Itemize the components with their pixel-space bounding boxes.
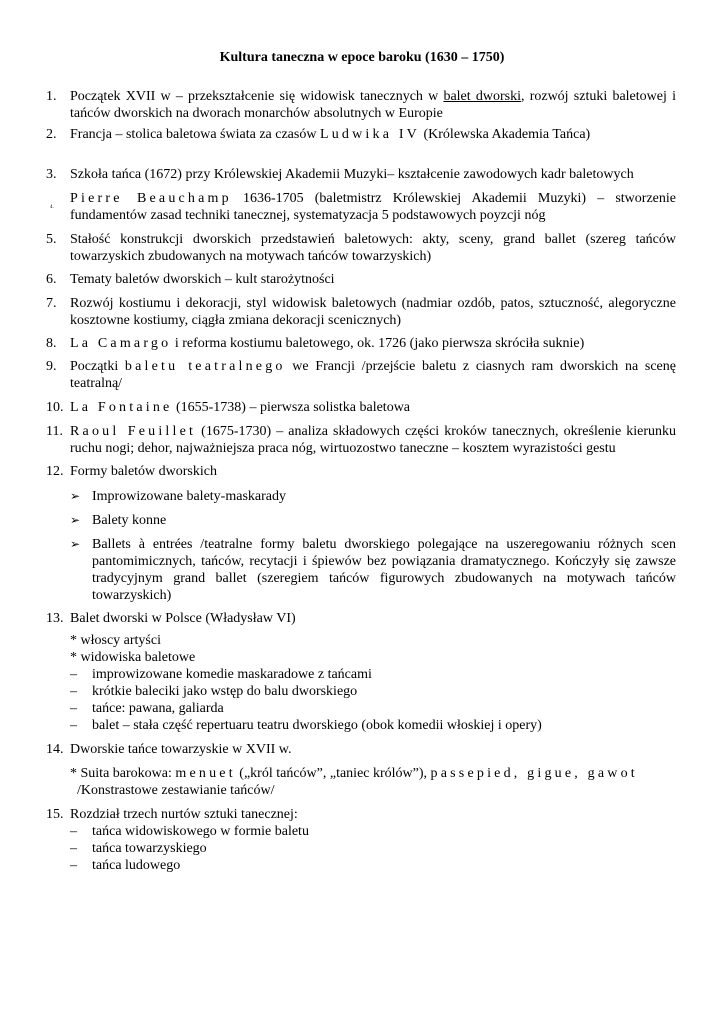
dash-item bbox=[70, 717, 542, 734]
item-number: 9. bbox=[46, 359, 57, 374]
item-number: 3. bbox=[46, 167, 57, 182]
item-text: Rozwój kostiumu i dekoracji, styl widowisk baletowych (nadmiar ozdób, patos, sztuczność, alegoryczne kosztowne kostiumy, ciągła zmiana dekoracji scenicznych) bbox=[70, 296, 676, 328]
dash-item-text: balet – stała część repertuaru teatru dworskiego (obok komedii włoskiej i opery) bbox=[92, 718, 542, 733]
item-text: (1675-1730) – analiza składowych części kroków tanecznych, określenie kierunku ruchu nogi; dehor, najważniejsza praca nóg, wirtuozostwo taneczne – kosztem wyrazistości gestu bbox=[70, 424, 677, 456]
list-item bbox=[46, 88, 676, 122]
dash-item bbox=[70, 857, 180, 874]
dash-item bbox=[70, 666, 372, 683]
dash-item-text: tańca widowiskowego w formie baletu bbox=[92, 824, 309, 839]
item-number: 12. bbox=[46, 464, 64, 479]
item-spaced: baletu teatralnego bbox=[124, 359, 286, 374]
list-item bbox=[46, 399, 676, 416]
item-text: Początek XVII w – przekształcenie się widowisk tanecznych w bbox=[70, 89, 444, 104]
item-number: 10. bbox=[46, 400, 64, 415]
list-item bbox=[46, 610, 676, 627]
item-text: (1655-1738) – pierwsza solistka baletowa bbox=[172, 400, 411, 415]
list-item bbox=[46, 463, 676, 480]
item-text: (Królewska Akademia Tańca) bbox=[420, 127, 591, 142]
list-item bbox=[46, 295, 676, 329]
dash-item bbox=[70, 700, 224, 717]
star-item: * widowiska baletowe bbox=[70, 650, 196, 665]
suita-subline: /Konstrastowe zestawianie tańców/ bbox=[77, 783, 275, 798]
sub-item-text: Ballets à entrées /teatralne formy baletu dworskiego polegające na uszeregowaniu różnych scen pantomimicznych, tańców, recytacji i śpiewów bez powiązania dramatycznego. Kończyły się zawsze tradycyjnym grand ballet (szeregiem tańców figurowych zbudowanych na motywach tańców towarzyskich) bbox=[92, 537, 676, 603]
item-text: we Francji /przejście baletu z ciasnych ram dworskich na scenę teatralną/ bbox=[70, 359, 676, 391]
page-title: Kultura taneczna w epoce baroku (1630 – 1750) bbox=[219, 50, 505, 65]
item-number: 6. bbox=[46, 272, 57, 287]
sub-item-text: Improwizowane balety-maskarady bbox=[92, 489, 286, 504]
list-item bbox=[46, 231, 676, 265]
arrow-bullet-icon: ➢ bbox=[70, 513, 81, 527]
suita-spaced: passepied, gigue, gawot bbox=[430, 766, 638, 781]
item-number: 7. bbox=[46, 296, 57, 311]
dash-item bbox=[70, 840, 207, 857]
sub-item-text: Balety konne bbox=[92, 513, 167, 528]
list-item bbox=[46, 806, 676, 823]
dash-item bbox=[70, 683, 357, 700]
list-item bbox=[46, 358, 676, 392]
dash-item bbox=[70, 823, 309, 840]
list-item bbox=[46, 335, 676, 352]
item-number: 15. bbox=[46, 807, 64, 822]
item-text: Rozdział trzech nurtów sztuki tanecznej: bbox=[70, 807, 298, 822]
dash-item-text: tańce: pawana, galiarda bbox=[92, 701, 224, 716]
dash-item-text: tańca towarzyskiego bbox=[92, 841, 207, 856]
item-spaced: La Fontaine bbox=[70, 400, 173, 415]
item-spaced: Raoul Feuillet bbox=[70, 424, 197, 439]
dash-bullet: – bbox=[70, 684, 77, 699]
item-spaced: La Camargo bbox=[70, 336, 172, 351]
sub-list-item bbox=[70, 488, 676, 505]
list-item bbox=[46, 271, 676, 288]
suita-text: („król tańców”, „taniec królów”), bbox=[235, 766, 431, 781]
item-spaced: Pierre Beauchamp bbox=[70, 191, 232, 206]
arrow-bullet-icon: ➢ bbox=[70, 489, 81, 503]
list-item bbox=[46, 166, 676, 183]
item-number: 4. bbox=[50, 205, 54, 210]
item-number: 2. bbox=[46, 127, 57, 142]
sub-list-item bbox=[70, 512, 676, 529]
arrow-bullet-icon: ➢ bbox=[70, 537, 81, 551]
list-item bbox=[50, 190, 676, 224]
dash-bullet: – bbox=[70, 858, 77, 873]
item-number: 5. bbox=[46, 232, 57, 247]
item-number: 13. bbox=[46, 611, 64, 626]
item-number: 14. bbox=[46, 742, 64, 757]
item-text: Formy baletów dworskich bbox=[70, 464, 217, 479]
item-number: 1. bbox=[46, 89, 57, 104]
item-text: Szkoła tańca (1672) przy Królewskiej Akademii Muzyki– kształcenie zawodowych kadr baletowych bbox=[70, 167, 634, 182]
suita-spaced: menuet bbox=[175, 766, 236, 781]
list-item bbox=[46, 423, 677, 457]
list-item bbox=[46, 126, 676, 143]
item-text: Francja – stolica baletowa świata za czasów bbox=[70, 127, 320, 142]
suita-text: * Suita barokowa: bbox=[70, 766, 176, 781]
dash-bullet: – bbox=[70, 824, 77, 839]
item-text: 1636-1705 (baletmistrz Królewskiej Akademii Muzyki) – stworzenie fundamentów zasad techniki tanecznej, systematyzacja 5 podstawowych poyzcji nóg bbox=[70, 191, 676, 223]
dash-item-text: improwizowane komedie maskaradowe z tańcami bbox=[92, 667, 372, 682]
list-item bbox=[46, 741, 676, 758]
item-text: i reforma kostiumu baletowego, ok. 1726 (jako pierwsza skróciła suknie) bbox=[171, 336, 585, 351]
dash-bullet: – bbox=[70, 841, 77, 856]
dash-bullet: – bbox=[70, 667, 77, 682]
dash-item-text: tańca ludowego bbox=[92, 858, 181, 873]
item-text: Tematy baletów dworskich – kult starożytności bbox=[70, 272, 335, 287]
star-item: * włoscy artyści bbox=[70, 633, 161, 648]
item-number: 11. bbox=[46, 424, 63, 439]
item-underlined: balet dworski bbox=[443, 89, 521, 104]
item-text: Początki bbox=[70, 359, 125, 374]
dash-bullet: – bbox=[70, 718, 77, 733]
item-text: Dworskie tańce towarzyskie w XVII w. bbox=[70, 742, 292, 757]
item-text: Stałość konstrukcji dworskich przedstawień baletowych: akty, sceny, grand ballet (szereg tańców towarzyskich zbudowanych na motywach tańców towarzyskich) bbox=[70, 232, 676, 264]
item-text: , rozwój sztuki baletowej i tańców dworskich na dworach monarchów absolutnych w Europie bbox=[70, 89, 676, 121]
sub-list-item bbox=[70, 536, 676, 604]
item-number: 8. bbox=[46, 336, 57, 351]
suita-line bbox=[70, 765, 690, 782]
item-spaced: Ludwika IV bbox=[319, 127, 420, 142]
dash-item-text: krótkie baleciki jako wstęp do balu dworskiego bbox=[92, 684, 358, 699]
dash-bullet: – bbox=[70, 701, 77, 716]
item-text: Balet dworski w Polsce (Władysław VI) bbox=[70, 611, 296, 626]
